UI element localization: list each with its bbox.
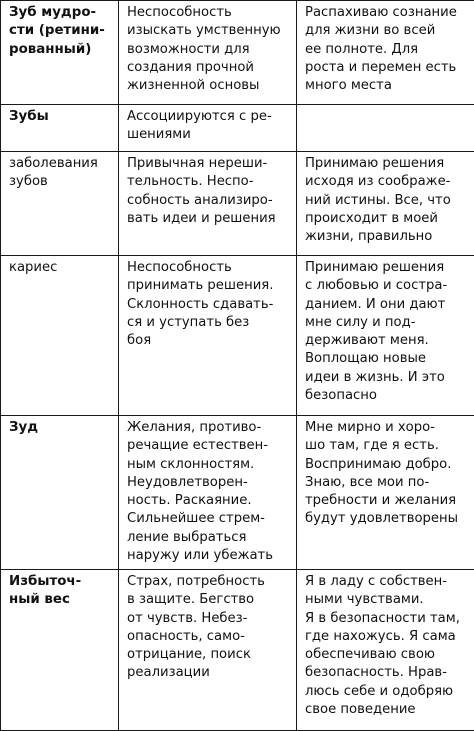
affirmation-line: свое поведение [305,701,468,719]
cause-line: Привычная нереши- [127,155,290,173]
affirmation-line: происходит в моей [305,210,468,228]
term-line: Избыточ- [9,573,112,591]
term-line: ный вес [9,591,112,609]
affirmation-line: держивают меня. [305,332,468,350]
affirmation-line: Распахиваю сознание [305,4,468,22]
cause-line: речащие естествен- [127,437,290,455]
cause-cell [119,105,297,152]
cause-line: принимать решения. [127,277,290,295]
cause-line: Страх, потребность [127,573,290,591]
cause-cell [119,1,297,105]
cause-cell [119,152,297,256]
cause-line: изыскать умственную [127,22,290,40]
affirmation-line: требности и желания [305,492,468,510]
term-line: Зуд [9,419,112,437]
term-line: Зуб мудро- [9,4,112,22]
cause-line: Неудовлетворен- [127,474,290,492]
affirmation-cell [297,256,474,416]
cause-line: ся и уступать без [127,314,290,332]
affirmation-line: Знаю, все мои по- [305,474,468,492]
cause-line: возможности для [127,41,290,59]
affirmation-line: данием. И они дают [305,296,468,314]
affirmation-line: ний истины. Все, что [305,192,468,210]
affirmation-cell [297,1,474,105]
table-row [1,1,474,105]
cause-cell [119,256,297,416]
affirmation-line: идеи в жизнь. И это [305,369,468,387]
affirmation-line: люсь себе и одобряю [305,683,468,701]
cause-line: Ассоциируются с ре- [127,108,290,126]
affirmation-line: жизни, правильно [305,228,468,246]
table-row [1,416,474,570]
cause-line: отрицание, поиск [127,646,290,664]
table-row [1,256,474,416]
cause-line: создания прочной [127,59,290,77]
affirmation-line: безопасно [305,387,468,405]
cause-cell [119,570,297,731]
cause-line: от чувств. Небез- [127,610,290,628]
cause-line: ление выбраться [127,529,290,547]
affirmation-line: обеспечиваю свою [305,646,468,664]
term-line: сти (ретини- [9,22,112,40]
cause-line: жизненной основы [127,77,290,95]
cause-cell [119,416,297,570]
cause-line: опасность, само- [127,628,290,646]
affirmation-cell [297,105,474,152]
cause-line: Неспособность [127,4,290,22]
affirmation-line: много места [305,77,468,95]
affirmation-line: Воспринимаю добро. [305,456,468,474]
term-cell [1,105,119,152]
term-line: кариес [9,259,112,277]
affirmation-cell [297,570,474,731]
affirmation-line: ее полноте. Для [305,41,468,59]
affirmation-cell [297,152,474,256]
cause-line: в защите. Бегство [127,591,290,609]
cause-line: Склонность сдавать- [127,296,290,314]
affirmation-line: мне силу и под- [305,314,468,332]
cause-line: ным склонностям. [127,456,290,474]
term-line: Зубы [9,108,112,126]
term-cell [1,256,119,416]
cause-line: Неспособность [127,259,290,277]
term-cell [1,1,119,105]
term-cell [1,416,119,570]
affirmation-line: Мне мирно и хоро- [305,419,468,437]
cause-line: ность. Раскаяние. [127,492,290,510]
affirmation-line: исходя из соображе- [305,173,468,191]
affirmation-line: ными чувствами. [305,591,468,609]
term-cell [1,570,119,731]
affirmation-line: Я в безопасности там, [305,610,468,628]
affirmation-line: Принимаю решения [305,155,468,173]
cause-line: реализации [127,664,290,682]
cause-line: собность анализиро- [127,192,290,210]
affirmation-line: роста и перемен есть [305,59,468,77]
table-row [1,570,474,731]
affirmation-line: будут удовлетворены [305,510,468,528]
cause-line: Желания, противо- [127,419,290,437]
cause-line: наружу или убежать [127,547,290,565]
cause-line: Сильнейшее стрем- [127,510,290,528]
term-line: рованный) [9,41,112,59]
affirmation-line: шо там, где я есть. [305,437,468,455]
cause-line: вать идеи и решения [127,210,290,228]
affirmation-cell [297,416,474,570]
cause-line: тельность. Неспо- [127,173,290,191]
affirmation-line: для жизни во всей [305,22,468,40]
cause-line: боя [127,332,290,350]
affirmation-line: где нахожусь. Я сама [305,628,468,646]
table-row [1,152,474,256]
term-cell [1,152,119,256]
term-line: заболевания [9,155,112,173]
term-line: зубов [9,173,112,191]
table-row [1,105,474,152]
affirmation-line: Воплощаю новые [305,350,468,368]
cause-line: шениями [127,126,290,144]
affirmation-line: с любовью и состра- [305,277,468,295]
affirmation-line: Принимаю решения [305,259,468,277]
affirmation-line: безопасность. Нрав- [305,664,468,682]
affirmation-line: Я в ладу с собствен- [305,573,468,591]
